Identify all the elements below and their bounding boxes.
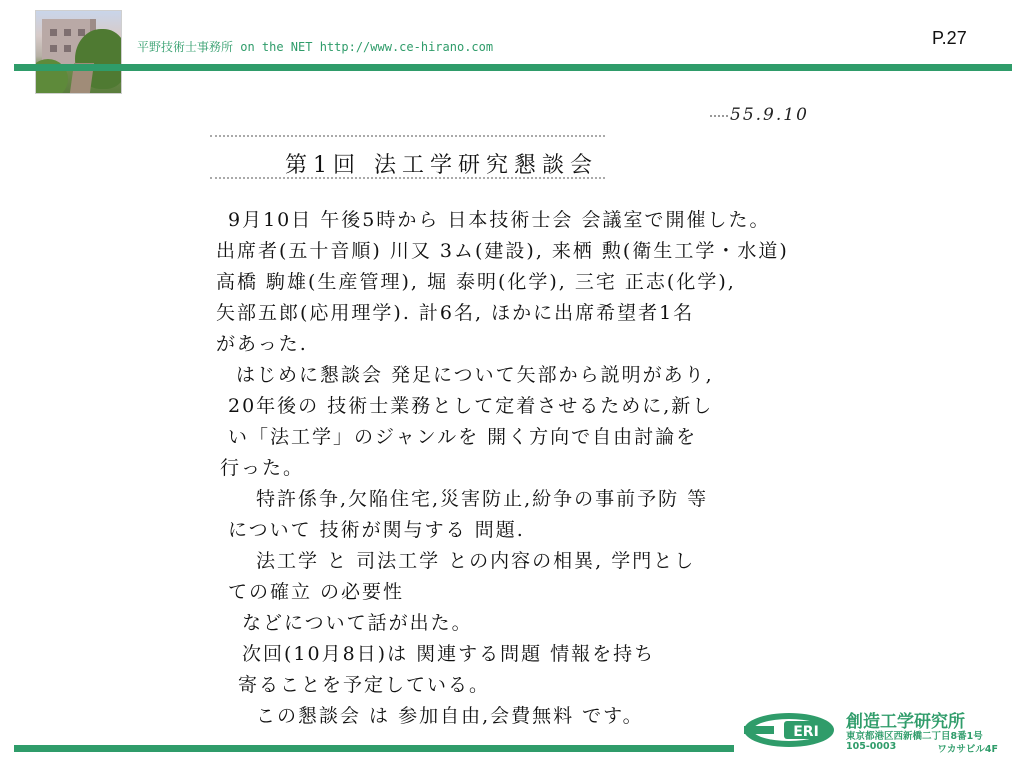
- logo-postal: 105-0003: [846, 741, 897, 752]
- document-title: 第1回 法工学研究懇談会: [285, 153, 598, 178]
- date-smudge: [710, 115, 728, 120]
- document-line: い「法工学」のジャンルを 開く方向で自由討論を: [228, 426, 698, 448]
- document-line: 矢部五郎(応用理学). 計6名, ほかに出席希望者1名: [216, 302, 695, 324]
- ceri-logo-mark: [742, 711, 836, 749]
- document-line: ての確立 の必要性: [228, 581, 405, 603]
- logo-address: 東京都港区西新橋二丁目8番1号: [846, 731, 983, 742]
- document-line: はじめに懇談会 発足について矢部から説明があり,: [236, 364, 714, 386]
- document-line: 特許係争,欠陥住宅,災害防止,紛争の事前予防 等: [256, 488, 709, 510]
- site-title: 平野技術士事務所 on the NET http://www.ce-hirano.com: [137, 40, 494, 54]
- document-line: 高橋 駒雄(生産管理), 堀 泰明(化学), 三宅 正志(化学),: [216, 271, 736, 293]
- document-line: 行った。: [220, 457, 305, 479]
- document-date: 55.9.10: [730, 105, 809, 125]
- header-rule: [14, 64, 1012, 71]
- document-line: 法工学 と 司法工学 との内容の相異, 学門とし: [256, 550, 696, 572]
- logo-building: ワカサビル4F: [937, 744, 998, 755]
- title-scan-line-bottom: [210, 177, 605, 179]
- title-scan-line-top: [210, 135, 605, 137]
- document-line: について 技術が関与する 問題.: [228, 519, 525, 541]
- document-line: 9月10日 午後5時から 日本技術士会 会議室で開催した。: [228, 209, 771, 231]
- ceri-logo: [742, 707, 1012, 759]
- handwritten-document: [200, 95, 870, 727]
- document-line: などについて話が出た。: [242, 612, 473, 634]
- document-line: があった.: [216, 333, 308, 355]
- svg-text:ERI: ERI: [793, 724, 819, 740]
- document-body: [216, 205, 868, 732]
- logo-name: 創造工学研究所: [846, 712, 965, 732]
- document-line: 次回(10月8日)は 関連する問題 情報を持ち: [242, 643, 656, 665]
- document-line: この懇談会 は 参加自由,会費無料 です。: [256, 705, 644, 727]
- page-number: P.27: [932, 28, 967, 48]
- footer-rule: [14, 745, 734, 752]
- document-line: 寄ることを予定している。: [238, 674, 491, 696]
- header-photo: [35, 10, 122, 94]
- document-line: 出席者(五十音順) 川又 3ム(建設), 来栖 勲(衛生工学・水道): [216, 240, 789, 262]
- document-line: 20年後の 技術士業務として定着させるために,新し: [228, 395, 714, 417]
